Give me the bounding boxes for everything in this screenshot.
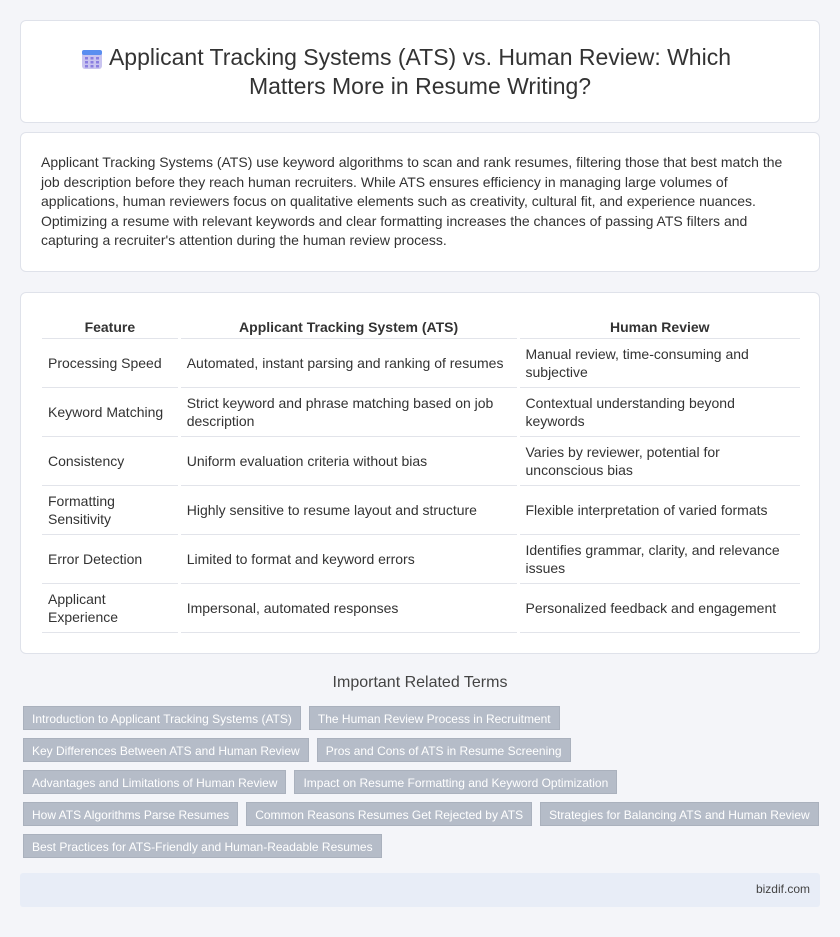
table-cell-human: Contextual understanding beyond keywords xyxy=(520,388,801,437)
related-term-tag[interactable]: Introduction to Applicant Tracking Systems (ATS) xyxy=(23,706,301,730)
table-cell-human: Personalized feedback and engagement xyxy=(520,584,801,633)
footer-site-link[interactable]: bizdif.com xyxy=(755,882,810,896)
table-cell-human: Varies by reviewer, potential for unconscious bias xyxy=(520,437,801,486)
table-cell-feature: Keyword Matching xyxy=(42,388,178,437)
column-header: Human Review xyxy=(520,313,801,339)
table-cell-feature: Error Detection xyxy=(42,535,178,584)
column-header: Feature xyxy=(42,313,178,339)
related-terms-list xyxy=(23,706,823,866)
table-row xyxy=(42,437,800,486)
related-term-tag[interactable]: Impact on Resume Formatting and Keyword Optimization xyxy=(294,770,617,794)
table-row xyxy=(42,339,800,388)
table-cell-feature: Formatting Sensitivity xyxy=(42,486,178,535)
column-header: Applicant Tracking System (ATS) xyxy=(181,313,517,339)
table-cell-human: Flexible interpretation of varied formats xyxy=(520,486,801,535)
table-row xyxy=(42,535,800,584)
comparison-card xyxy=(20,292,820,654)
table-cell-ats: Automated, instant parsing and ranking of resumes xyxy=(181,339,517,388)
table-header-row xyxy=(42,313,800,339)
related-term-tag[interactable]: How ATS Algorithms Parse Resumes xyxy=(23,802,238,826)
related-terms-title: Important Related Terms xyxy=(332,674,508,691)
table-cell-feature: Applicant Experience xyxy=(42,584,178,633)
table-cell-human: Identifies grammar, clarity, and relevance issues xyxy=(520,535,801,584)
table-row xyxy=(42,584,800,633)
header-card xyxy=(20,20,820,123)
footer xyxy=(20,873,820,907)
table-cell-ats: Limited to format and keyword errors xyxy=(181,535,517,584)
table-cell-ats: Uniform evaluation criteria without bias xyxy=(181,437,517,486)
intro-text: Applicant Tracking Systems (ATS) use keyword algorithms to scan and rank resumes, filtering those that best match the job description before they reach human recruiters. While ATS ensures efficiency in managing large volumes of applications, human reviewers focus on qualitative elements such as creativity, cultural fit, and experience nuances. Optimizing a resume with relevant keywords and clear formatting increases the chances of passing ATS filters and capturing a recruiter's attention during the human review process. xyxy=(41,154,783,249)
related-term-tag[interactable]: Common Reasons Resumes Get Rejected by ATS xyxy=(246,802,532,826)
related-term-tag[interactable]: Advantages and Limitations of Human Review xyxy=(23,770,286,794)
related-term-tag[interactable]: Key Differences Between ATS and Human Review xyxy=(23,738,309,762)
table-row xyxy=(42,388,800,437)
intro-card xyxy=(20,132,820,272)
table-cell-feature: Consistency xyxy=(42,437,178,486)
related-term-tag[interactable]: Strategies for Balancing ATS and Human Review xyxy=(540,802,819,826)
table-cell-ats: Impersonal, automated responses xyxy=(181,584,517,633)
page-title: Applicant Tracking Systems (ATS) vs. Human Review: Which Matters More in Resume Writing? xyxy=(108,44,732,99)
table-cell-human: Manual review, time-consuming and subjective xyxy=(520,339,801,388)
comparison-table xyxy=(39,313,803,633)
table-row xyxy=(42,486,800,535)
table-cell-ats: Strict keyword and phrase matching based on job description xyxy=(181,388,517,437)
related-term-tag[interactable]: Pros and Cons of ATS in Resume Screening xyxy=(317,738,571,762)
table-cell-feature: Processing Speed xyxy=(42,339,178,388)
related-term-tag[interactable]: Best Practices for ATS-Friendly and Human-Readable Resumes xyxy=(23,834,382,858)
related-term-tag[interactable]: The Human Review Process in Recruitment xyxy=(309,706,560,730)
table-cell-ats: Highly sensitive to resume layout and structure xyxy=(181,486,517,535)
